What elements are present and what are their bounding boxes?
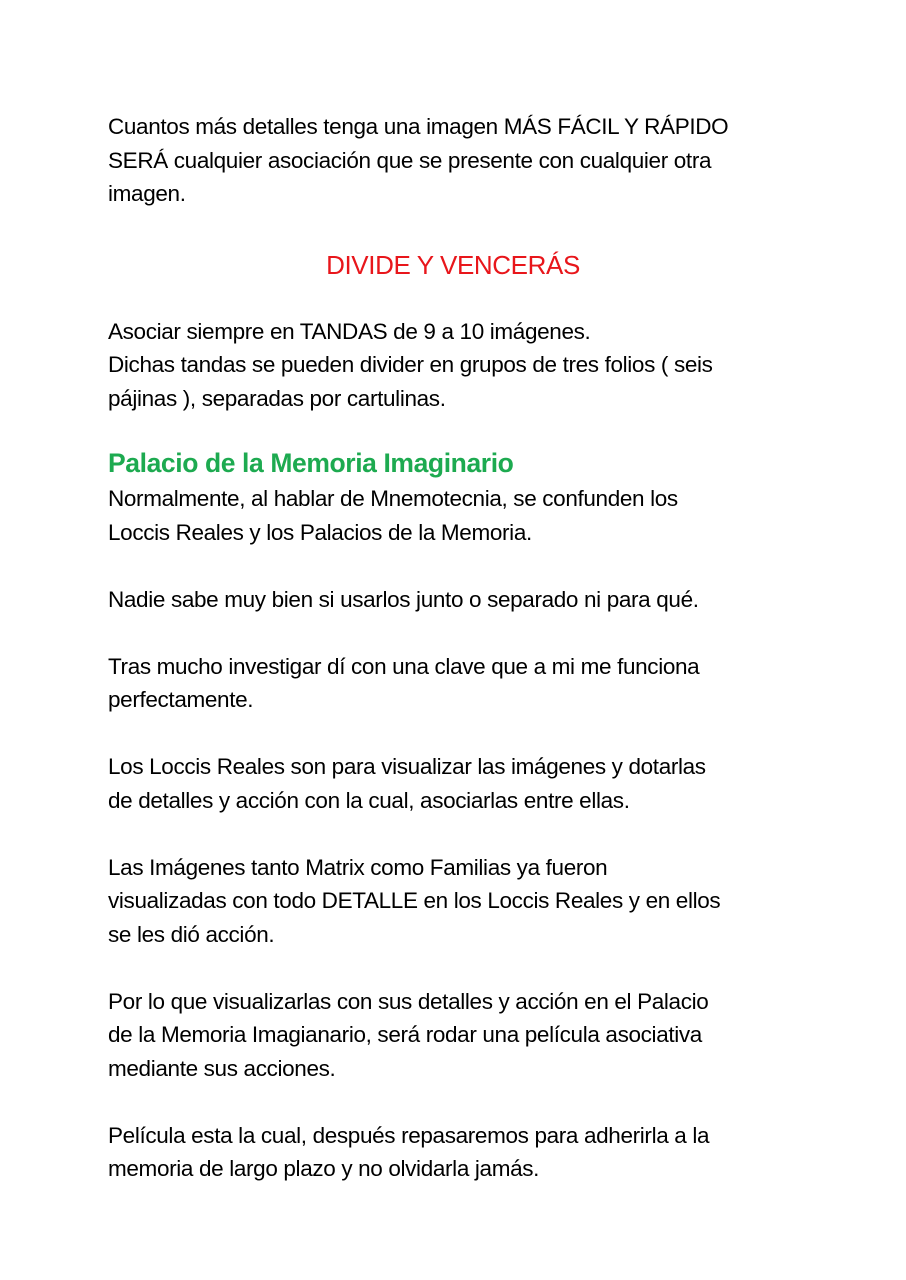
spacer (108, 817, 808, 851)
paragraph (108, 1119, 808, 1186)
text-line: de la Memoria Imagianario, será rodar una película asociativa (108, 1022, 702, 1047)
paragraph (108, 650, 808, 717)
document-page (108, 110, 808, 1186)
text-line: Dichas tandas se pueden divider en grupos de tres folios ( seis (108, 352, 713, 377)
spacer (108, 616, 808, 650)
text-line: Por lo que visualizarlas con sus detalles y acción en el Palacio (108, 988, 709, 1014)
tandas-paragraph (108, 315, 808, 416)
paragraph (108, 482, 808, 549)
text-line: de detalles y acción con la cual, asociarlas entre ellas. (108, 787, 630, 813)
text-line: Los Loccis Reales son para visualizar las imágenes y dotarlas (108, 754, 706, 779)
text-line: Las Imágenes tanto Matrix como Familias ya fueron (108, 854, 608, 880)
text-line: Asociar siempre en TANDAS de 9 a 10 imágenes. (108, 318, 591, 344)
paragraph (108, 985, 808, 1086)
text-line: mediante sus acciones. (108, 1055, 336, 1081)
spacer (108, 717, 808, 751)
text-line: visualizadas con todo DETALLE en los Loccis Reales y en ellos (108, 888, 721, 913)
spacer (108, 211, 808, 245)
text-line: perfectamente. (108, 687, 254, 712)
section-heading-palacio: Palacio de la Memoria Imaginario (108, 448, 514, 478)
intro-paragraph (108, 110, 808, 211)
text-line: se les dió acción. (108, 921, 275, 947)
spacer (108, 415, 808, 445)
spacer (108, 549, 808, 583)
text-line: Loccis Reales y los Palacios de la Memoria. (108, 519, 532, 545)
text-line: pájinas ), separadas por cartulinas. (108, 385, 446, 411)
text-line: SERÁ cualquier asociación que se presente con cualquier otra (108, 147, 712, 173)
text-line: Normalmente, al hablar de Mnemotecnia, se confunden los (108, 486, 678, 511)
text-line: memoria de largo plazo y no olvidarla jamás. (108, 1156, 540, 1181)
text-line: imagen. (108, 181, 186, 206)
spacer (108, 1085, 808, 1119)
text-line: Cuantos más detalles tenga una imagen MÁS FÁCIL Y RÁPIDO (108, 114, 729, 139)
spacer (108, 951, 808, 985)
section-heading-divide: DIVIDE Y VENCERÁS (326, 249, 580, 280)
paragraph (108, 851, 808, 952)
paragraph (108, 750, 808, 817)
paragraph (108, 583, 808, 617)
text-line: Película esta la cual, después repasaremos para adherirla a la (108, 1122, 710, 1148)
text-line: Nadie sabe muy bien si usarlos junto o separado ni para qué. (108, 586, 699, 612)
spacer (108, 285, 808, 315)
text-line: Tras mucho investigar dí con una clave que a mi me funciona (108, 653, 700, 679)
